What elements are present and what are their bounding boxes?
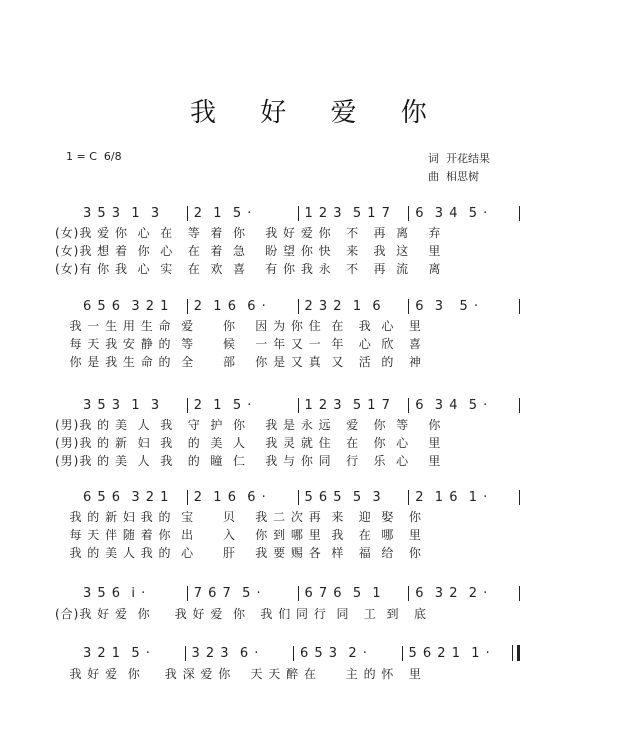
measure: 7 6 7 5 · <box>193 585 262 601</box>
measure: 2 3 2 1 6 <box>304 298 382 314</box>
measure: 6 3 2 2 · <box>415 585 489 601</box>
measure: 5 6 2 1 1 · <box>408 645 491 661</box>
measure: 6 3 5 · <box>415 298 479 314</box>
notation-line <box>55 396 520 414</box>
lyric-line: (男)我 的 美 人 我 的 瞳 仁 我 与 你 同 行 乐 心 里 <box>55 454 442 468</box>
score-system <box>55 204 520 278</box>
lyric-line: (男)我 的 美 人 我 守 护 你 我 是 永 远 爱 你 等 你 <box>55 418 442 432</box>
song-title: 我 好 爱 你 <box>190 98 445 128</box>
lyric-line: 我 的 美 人 我 的 心 肝 我 要 赐 各 样 福 给 你 <box>55 546 422 560</box>
measure: 5 6 5 5 3 <box>304 489 382 505</box>
lyric-line: 我 好 爱 你 我 深 爱 你 天 天 醉 在 主 的 怀 里 <box>55 667 422 681</box>
score-system <box>55 297 520 371</box>
notation-line <box>55 204 520 222</box>
measure: 3 5 3 1 3 <box>83 397 161 413</box>
measure: 3 5 6 i · <box>83 585 147 601</box>
lyric-line: 我 一 生 用 生 命 爱 你 因 为 你 住 在 我 心 里 <box>55 319 422 333</box>
measure: 1 2 3 5 1 7 <box>304 397 391 413</box>
barline <box>519 398 520 413</box>
measure: 2 1 6 6 · <box>193 489 267 505</box>
lyric-line: (女)有 你 我 心 实 在 欢 喜 有 你 我 永 不 再 流 离 <box>55 262 442 276</box>
measure: 2 1 6 1 · <box>415 489 489 505</box>
score-system <box>55 488 520 562</box>
lyric-line: 你 是 我 生 命 的 全 部 你 是 又 真 又 活 的 神 <box>55 355 422 369</box>
barline <box>519 206 520 221</box>
measure: 3 2 1 5 · <box>83 645 151 661</box>
measure: 3 2 3 6 · <box>191 645 260 661</box>
lyric-line: 我 的 新 妇 我 的 宝 贝 我 二 次 再 来 迎 娶 你 <box>55 510 422 524</box>
measure: 2 1 5 · <box>193 205 253 221</box>
barline <box>519 299 520 314</box>
measure: 6 5 6 3 2 1 <box>83 489 170 505</box>
barline <box>519 586 520 601</box>
final-barline <box>512 645 520 661</box>
lyric-line: 每 天 伴 随 着 你 出 入 你 到 哪 里 我 在 哪 里 <box>55 528 422 542</box>
score-system <box>55 584 520 623</box>
lyric-line: (男)我 的 新 妇 我 的 美 人 我 灵 就 住 在 你 心 里 <box>55 436 442 450</box>
composer-credit: 曲 相思树 <box>428 170 479 183</box>
measure: 2 1 5 · <box>193 397 253 413</box>
measure: 2 1 6 6 · <box>193 298 267 314</box>
measure: 1 2 3 5 1 7 <box>304 205 391 221</box>
measure: 6 3 4 5 · <box>415 397 489 413</box>
lyric-line: (合)我 好 爱 你 我 好 爱 你 我 们 同 行 同 工 到 底 <box>55 607 427 621</box>
measure: 6 7 6 5 1 <box>304 585 382 601</box>
notation-line <box>55 297 520 315</box>
notation-line <box>55 488 520 506</box>
barline <box>519 490 520 505</box>
score-system <box>55 396 520 470</box>
measure: 6 3 4 5 · <box>415 205 489 221</box>
measure: 6 5 6 3 2 1 <box>83 298 170 314</box>
score-system <box>55 644 520 683</box>
measure: 3 5 3 1 3 <box>83 205 161 221</box>
measure: 6 5 3 2 · <box>300 645 368 661</box>
lyricist-credit: 词 开花结果 <box>428 152 490 165</box>
lyric-line: 每 天 我 安 静 的 等 候 一 年 又 一 年 心 欣 喜 <box>55 337 422 351</box>
key-time-signature: 1 = C 6/8 <box>66 150 122 163</box>
notation-line <box>55 644 520 662</box>
lyric-line: (女)我 想 着 你 心 在 着 急 盼 望 你 快 来 我 这 里 <box>55 244 442 258</box>
lyric-line: (女)我 爱 你 心 在 等 着 你 我 好 爱 你 不 再 离 弃 <box>55 226 442 240</box>
notation-line <box>55 584 520 602</box>
